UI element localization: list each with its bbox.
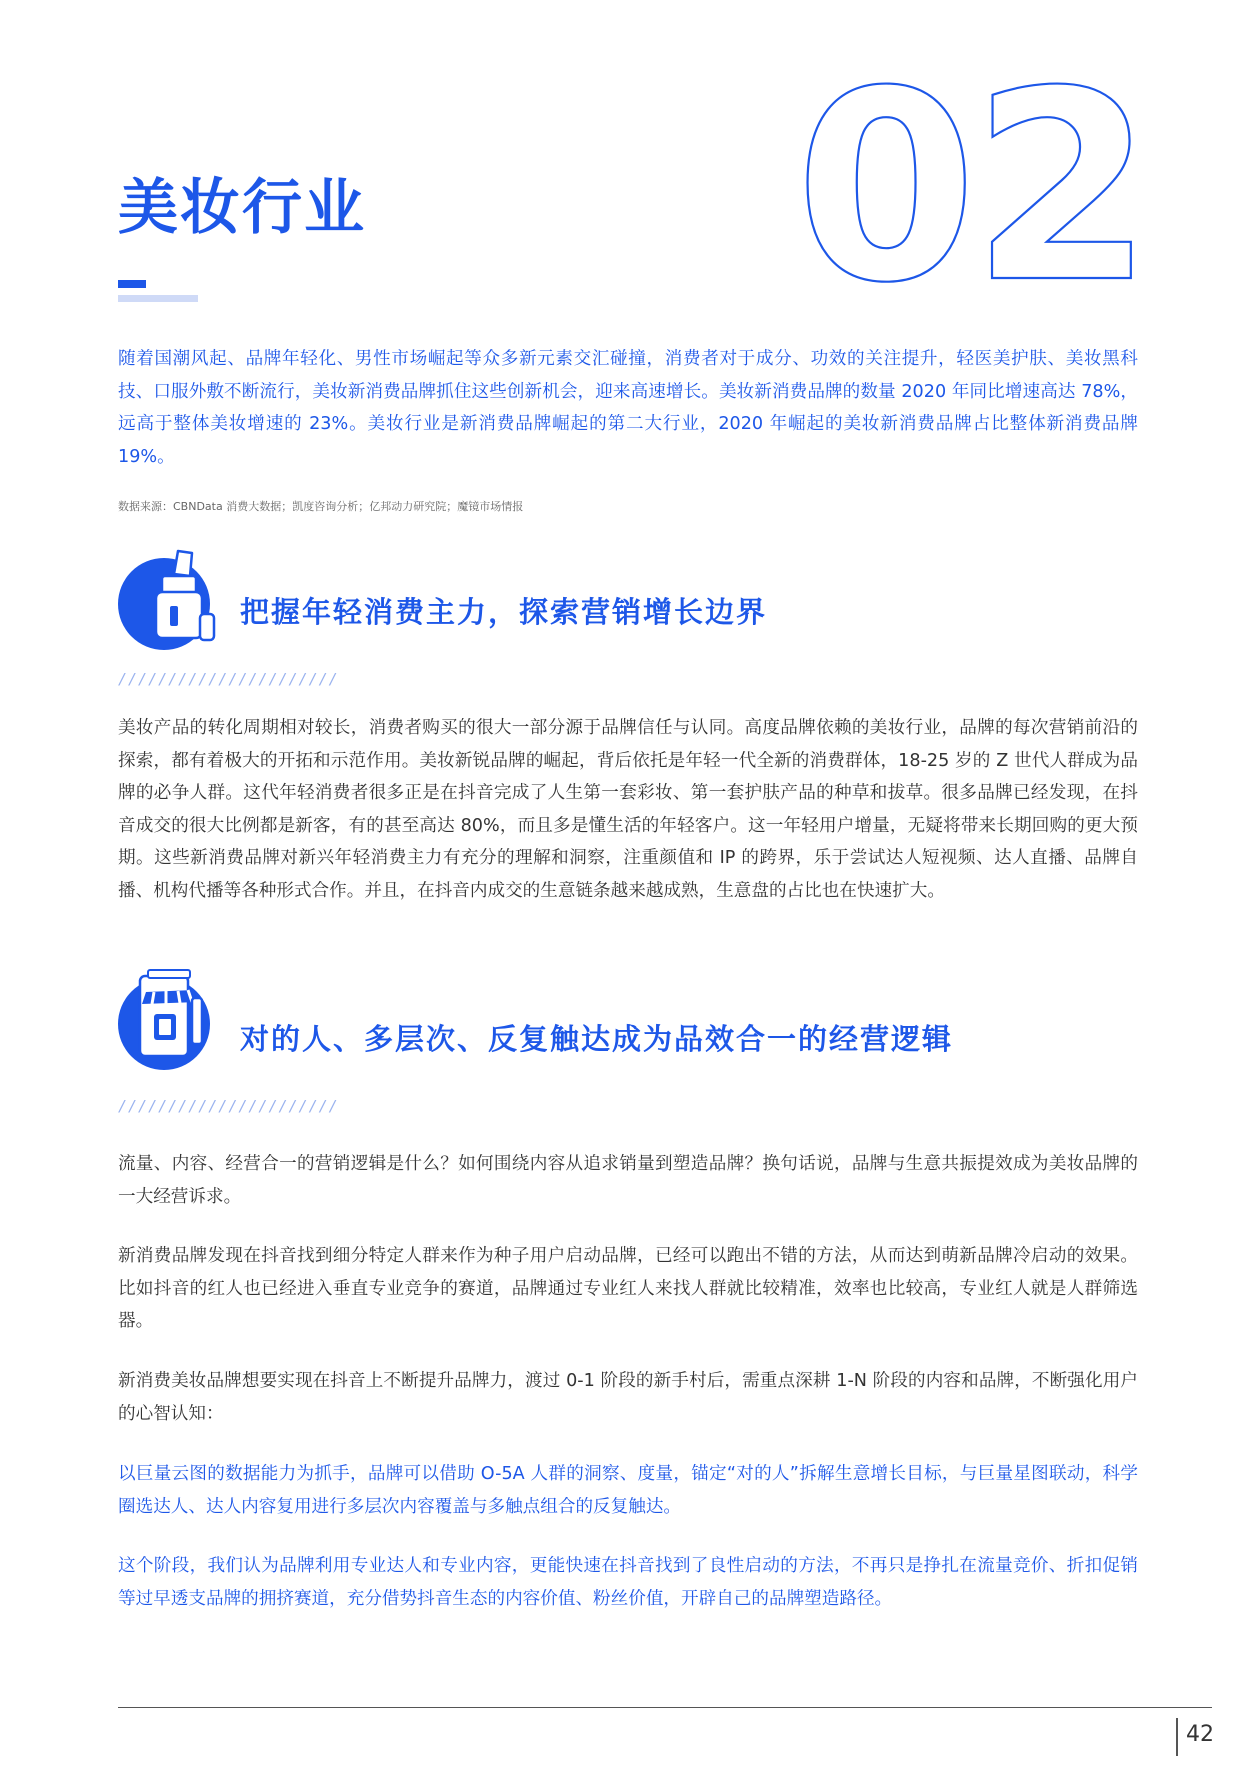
footer-divider: [1176, 1718, 1178, 1756]
section-title-right-people: 对的人、多层次、反复触达成为品效合一的经营逻辑: [240, 1022, 954, 1056]
section-divider-slashes: //////////////////////: [118, 1097, 339, 1115]
data-source-note: 数据来源：CBNData 消费大数据；凯度咨询分析；亿邦动力研究院；魔镜市场情报: [118, 500, 524, 513]
section-1-paragraph: 美妆产品的转化周期相对较长，消费者购买的很大一部分源于品牌信任与认同。高度品牌依赖的美妆行业，品牌的每次营销前沿的探索，都有着极大的开拓和示范作用。美妆新锐品牌的崛起，背后依托是年轻一代全新的消费群体，18-25 岁的 Z 世代人群成为品牌的必争人群。这代年轻消费者很多正是在抖音完成了人生第一套彩妆、第一套护肤产品的种草和拔草。很多品牌已经发现，在抖音成交的很大比例都是新客，有的甚至高达 80%，而且多是懂生活的年轻客户。这一年轻用户增量，无疑将带来长期回购的更大预期。这些新消费品牌对新兴年轻消费主力有充分的理解和洞察，注重颜值和 IP 的跨界，乐于尝试达人短视频、达人直播、品牌自播、机构代播等各种形式合作。并且，在抖音内成交的生意链条越来越成熟，生意盘的占比也在快速扩大。: [118, 718, 1138, 901]
section-2-paragraph-1: 流量、内容、经营合一的营销逻辑是什么？如何围绕内容从追求销量到塑造品牌？换句话说，品牌与生意共振提效成为美妆品牌的一大经营诉求。: [118, 1154, 1138, 1207]
intro-paragraph: 随着国潮风起、品牌年轻化、男性市场崛起等众多新元素交汇碰撞，消费者对于成分、功效的关注提升，轻医美护肤、美妆黑科技、口服外敷不断流行，美妆新消费品牌抓住这些创新机会，迎来高速增长。美妆新消费品牌的数量 2020 年同比增速高达 78%，远高于整体美妆增速的 23%。美妆行业是新消费品牌崛起的第二大行业，2020 年崛起的美妆新消费品牌占比整体新消费品牌 19%。: [118, 349, 1138, 467]
title-underline-dark: [118, 280, 146, 288]
storefront-phone-icon: [118, 968, 218, 1068]
footer-rule: [118, 1707, 1212, 1708]
section-2-paragraph-5-highlight: 这个阶段，我们认为品牌利用专业达人和专业内容，更能快速在抖音找到了良性启动的方法，不再只是挣扎在流量竞价、折扣促销等过早透支品牌的拥挤赛道，充分借势抖音生态的内容价值、粉丝价值，开辟自己的品牌塑造路径。: [118, 1556, 1138, 1609]
section-2-paragraph-2: 新消费品牌发现在抖音找到细分特定人群来作为种子用户启动品牌，已经可以跑出不错的方法，从而达到萌新品牌冷启动的效果。比如抖音的红人也已经进入垂直专业竞争的赛道，品牌通过专业红人来找人群就比较精准，效率也比较高，专业红人就是人群筛选器。: [118, 1246, 1138, 1331]
section-divider-slashes: //////////////////////: [118, 670, 339, 688]
page-title: 美妆行业: [118, 173, 366, 243]
cosmetics-icon: [118, 548, 218, 648]
section-2-paragraph-3: 新消费美妆品牌想要实现在抖音上不断提升品牌力，渡过 0-1 阶段的新手村后，需重点深耕 1-N 阶段的内容和品牌，不断强化用户的心智认知：: [118, 1371, 1138, 1424]
section-2-paragraph-4-highlight: 以巨量云图的数据能力为抓手，品牌可以借助 O-5A 人群的洞察、度量，锚定“对的人”拆解生意增长目标，与巨量星图联动，科学圈选达人、达人内容复用进行多层次内容覆盖与多触点组合的反复触达。: [118, 1464, 1138, 1517]
title-underline-light: [118, 295, 198, 302]
chapter-number-text: 02: [795, 78, 1148, 318]
section-title-young-consumers: 把握年轻消费主力，探索营销增长边界: [240, 595, 768, 629]
page-number: 42: [1186, 1722, 1214, 1747]
chapter-number: [795, 78, 1185, 318]
